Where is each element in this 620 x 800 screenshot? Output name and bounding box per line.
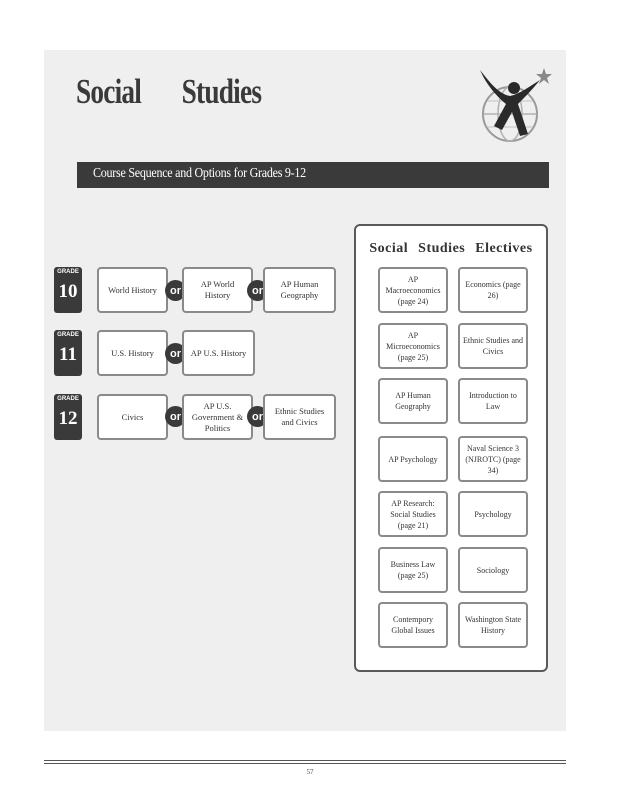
course-civics: Civics bbox=[97, 394, 168, 440]
elective-introduction-to-law: Introduction to Law bbox=[458, 378, 528, 424]
course-ap-human-geography: AP Human Geography bbox=[263, 267, 336, 313]
course-world-history: World History bbox=[97, 267, 168, 313]
grade-11-badge bbox=[54, 330, 82, 376]
or-badge: or bbox=[165, 343, 186, 364]
page-number: 57 bbox=[306, 768, 314, 776]
course-ap-us-government-politics: AP U.S. Government & Politics bbox=[182, 394, 253, 440]
electives-panel bbox=[354, 224, 548, 672]
course-sequence-banner bbox=[77, 162, 549, 188]
elective-ap-human-geography: AP Human Geography bbox=[378, 378, 448, 424]
or-badge: or bbox=[247, 406, 268, 427]
elective-economics: Economics (page 26) bbox=[458, 267, 528, 313]
elective-washington-state-history: Washington State History bbox=[458, 602, 528, 648]
or-badge: or bbox=[165, 406, 186, 427]
course-us-history: U.S. History bbox=[97, 330, 168, 376]
elective-psychology: Psychology bbox=[458, 491, 528, 537]
grade-label: GRADE bbox=[57, 332, 79, 338]
or-badge: or bbox=[165, 280, 186, 301]
elective-sociology: Sociology bbox=[458, 547, 528, 593]
elective-ap-research: AP Research: Social Studies (page 21) bbox=[378, 491, 448, 537]
page-title bbox=[76, 72, 261, 112]
grade-10-badge bbox=[54, 267, 82, 313]
page-title-word-1: Social bbox=[76, 72, 142, 111]
elective-business-law: Business Law (page 25) bbox=[378, 547, 448, 593]
grade-label: GRADE bbox=[57, 269, 79, 275]
grade-number: 10 bbox=[58, 281, 78, 302]
grade-12-badge bbox=[54, 394, 82, 440]
course-ap-us-history: AP U.S. History bbox=[182, 330, 255, 376]
grade-label: GRADE bbox=[57, 396, 79, 402]
content-panel bbox=[44, 50, 566, 731]
social-studies-logo-icon bbox=[474, 64, 554, 148]
footer-divider bbox=[44, 763, 566, 764]
banner-text: Course Sequence and Options for Grades 9-12 bbox=[93, 166, 306, 181]
course-ethnic-studies-civics: Ethnic Studies and Civics bbox=[263, 394, 336, 440]
elective-ap-macroeconomics: AP Macroeconomics (page 24) bbox=[378, 267, 448, 313]
or-badge: or bbox=[247, 280, 268, 301]
footer-divider bbox=[44, 760, 566, 761]
elective-naval-science-3: Naval Science 3 (NJROTC) (page 34) bbox=[458, 436, 528, 482]
grade-number: 11 bbox=[59, 344, 77, 365]
elective-ap-microeconomics: AP Microeconomics (page 25) bbox=[378, 323, 448, 369]
electives-title: Social Studies Electives bbox=[369, 241, 533, 256]
elective-ethnic-studies-civics: Ethnic Studies and Civics bbox=[458, 323, 528, 369]
course-ap-world-history: AP World History bbox=[182, 267, 253, 313]
elective-ap-psychology: AP Psychology bbox=[378, 436, 448, 482]
grade-number: 12 bbox=[58, 408, 78, 429]
elective-contempory-global-issues: Contempory Global Issues bbox=[378, 602, 448, 648]
page-title-word-2: Studies bbox=[181, 72, 262, 111]
